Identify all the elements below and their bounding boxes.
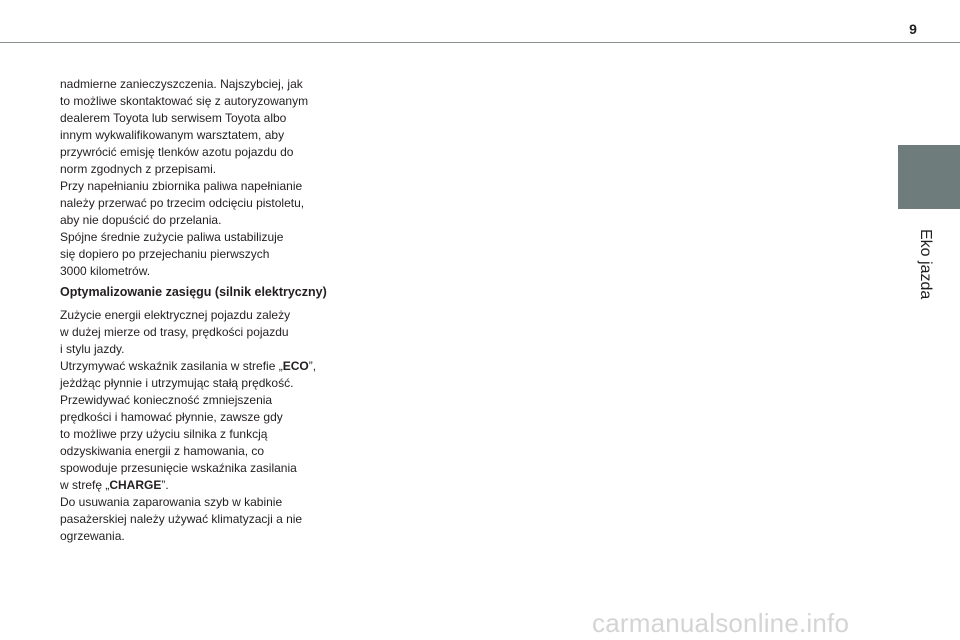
text-line: nadmierne zanieczyszczenia. Najszybciej, jak	[60, 77, 303, 91]
charge-zone-label: CHARGE	[109, 478, 162, 492]
text-line: pasażerskiej należy używać klimatyzacji a nie	[60, 512, 303, 526]
text-line: Spójne średnie zużycie paliwa ustabilizuje	[60, 230, 284, 244]
text-line: się dopiero po przejechaniu pierwszych	[60, 247, 270, 261]
text-line: to możliwe skontaktować się z autoryzowanym	[60, 94, 309, 108]
text-line: odzyskiwania energii z hamowania, co	[60, 444, 265, 458]
paragraph-emissions-fuel	[60, 76, 350, 280]
text-line: prędkości i hamować płynnie, zawsze gdy	[60, 410, 283, 424]
section-heading: Optymalizowanie zasięgu (silnik elektryczny)	[60, 285, 327, 299]
charge-instruction-line: w strefę „CHARGE”.	[60, 478, 169, 492]
text-line: spowoduje przesunięcie wskaźnika zasilania	[60, 461, 297, 475]
text-line: Do usuwania zaparowania szyb w kabinie	[60, 495, 283, 509]
paragraph-defogging	[60, 494, 350, 545]
eco-zone-label: ECO	[282, 359, 309, 373]
text-line: w dużej mierze od trasy, prędkości pojazdu	[60, 325, 289, 339]
text-line: aby nie dopuścić do przelania.	[60, 213, 222, 227]
section-tab-label: Eko jazda	[917, 228, 934, 300]
text-line: to możliwe przy użyciu silnika z funkcją	[60, 427, 268, 441]
text-line: Przewidywać konieczność zmniejszenia	[60, 393, 273, 407]
text-line: innym wykwalifikowanym warsztatem, aby	[60, 128, 285, 142]
text-line: i stylu jazdy.	[60, 342, 125, 356]
manual-text-column	[60, 76, 350, 545]
header-divider	[0, 42, 960, 43]
watermark-text: carmanualsonline.info	[592, 608, 850, 638]
text-line: dealerem Toyota lub serwisem Toyota albo	[60, 111, 287, 125]
text-line: Zużycie energii elektrycznej pojazdu zależy	[60, 308, 291, 322]
text-line: 3000 kilometrów.	[60, 264, 151, 278]
page-number: 9	[909, 21, 917, 37]
text-line: należy przerwać po trzecim odcięciu pistoletu,	[60, 196, 305, 210]
paragraph-energy-consumption	[60, 307, 350, 358]
text-line: przywrócić emisję tlenków azotu pojazdu do	[60, 145, 294, 159]
text-line: norm zgodnych z przepisami.	[60, 162, 217, 176]
text-line: jeżdżąc płynnie i utrzymując stałą prędkość.	[60, 376, 294, 390]
section-tab-marker	[898, 145, 960, 209]
text-line: Przy napełnianiu zbiornika paliwa napełnianie	[60, 179, 303, 193]
text-line: ogrzewania.	[60, 529, 125, 543]
eco-instruction-line: Utrzymywać wskaźnik zasilania w strefie „ECO”,	[60, 359, 317, 373]
paragraph-driving-tips	[60, 375, 350, 477]
